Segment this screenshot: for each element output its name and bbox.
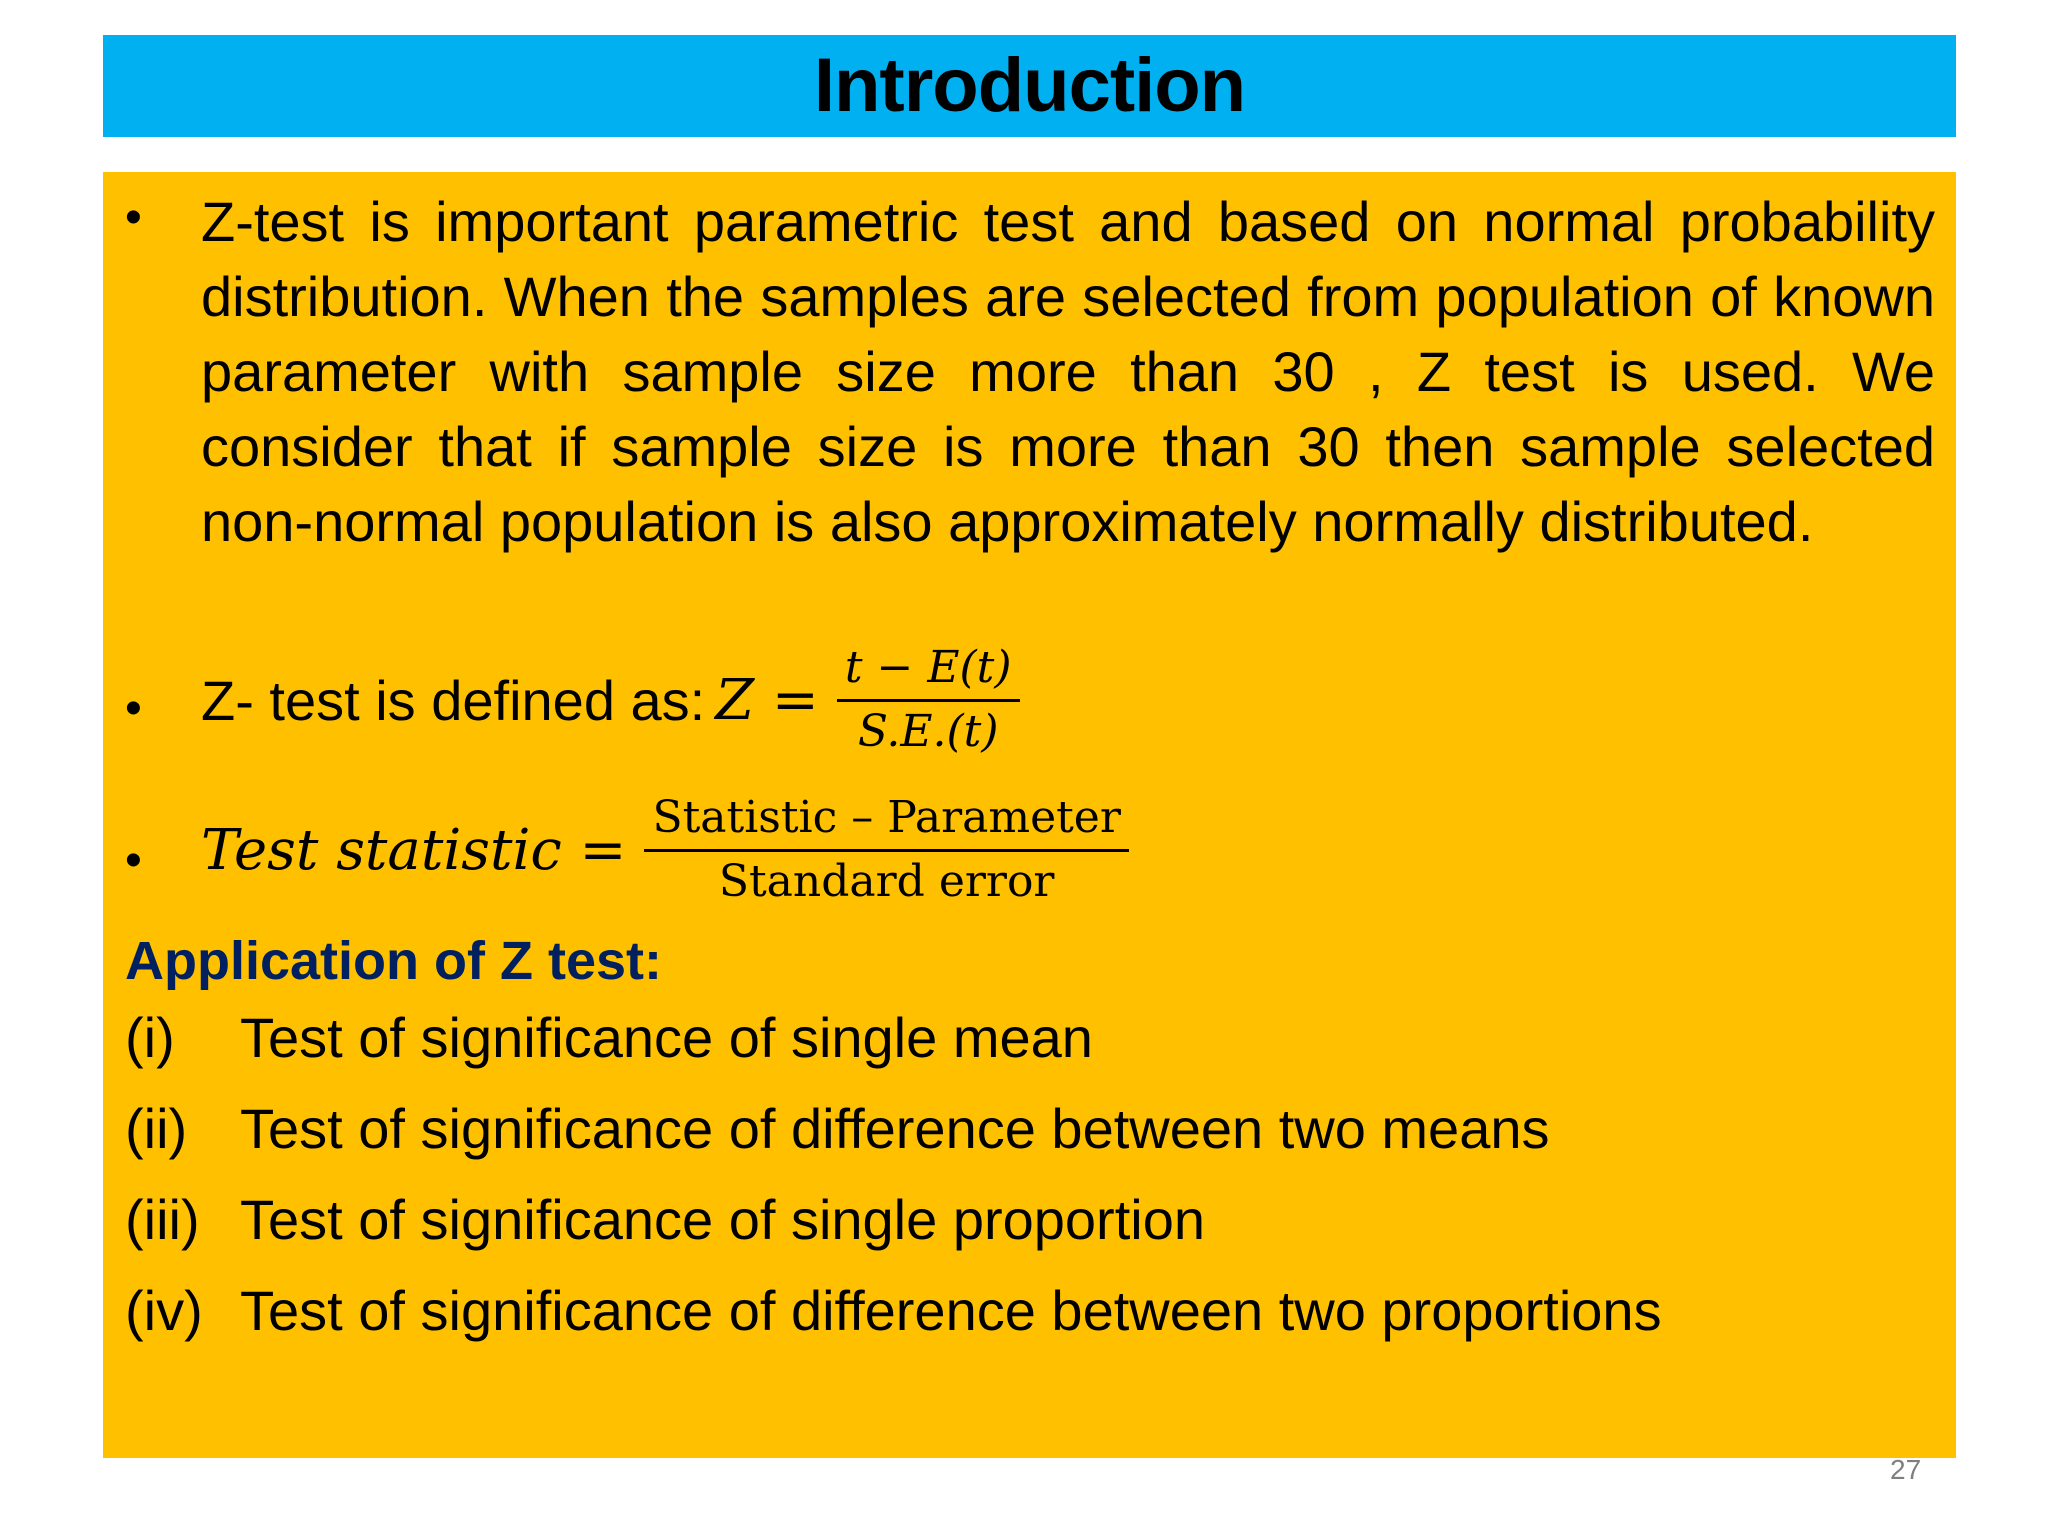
application-heading: Application of Z test: [125,931,662,991]
fraction-bar [837,699,1020,702]
definition-prefix: Z- test is defined as: [201,668,706,732]
test-statistic-lhs: Test statistic = [201,817,627,883]
list-item-text: Test of significance of difference between two proportions [240,1279,1662,1342]
list-item-number: (ii) [125,1097,188,1160]
list-item [125,1174,1662,1265]
bullet-dot: • [125,191,142,244]
intro-paragraph: Z-test is important parametric test and based on normal probability distribution. When the samples are selected from population of known parameter with sample size more than 30 , Z test is used. We consider that if sample size is more than 30 then sample selected non-normal population is also approximately normally distributed. [201,190,1935,553]
list-item-text: Test of significance of single proportion [240,1188,1205,1251]
fraction-bar [644,849,1128,852]
z-denominator: S.E.(t) [857,705,999,757]
list-item-number: (iii) [125,1188,200,1251]
bullet-dot: • [125,834,142,887]
z-numerator: t − E(t) [844,642,1012,693]
content-box [103,172,1956,1458]
list-item-text: Test of significance of single mean [240,1006,1093,1069]
test-statistic-fraction [644,792,1128,909]
test-statistic-numerator: Statistic – Parameter [652,792,1121,843]
slide-title: Introduction [813,43,1246,128]
z-test-definition [201,642,1020,759]
list-item [125,1265,1662,1356]
list-item-number: (i) [125,1006,175,1069]
title-bar [103,35,1956,137]
page-number: 27 [1890,1454,1922,1485]
test-statistic-formula [201,792,1129,909]
list-item [125,1083,1662,1174]
list-item-text: Test of significance of difference between two means [240,1097,1550,1160]
test-statistic-denominator: Standard error [718,855,1055,907]
list-item [125,992,1662,1083]
z-fraction [837,642,1020,759]
bullet-dot: • [125,682,142,735]
z-lhs: Z = [715,667,819,733]
application-list [125,992,1662,1356]
list-item-number: (iv) [125,1279,203,1342]
